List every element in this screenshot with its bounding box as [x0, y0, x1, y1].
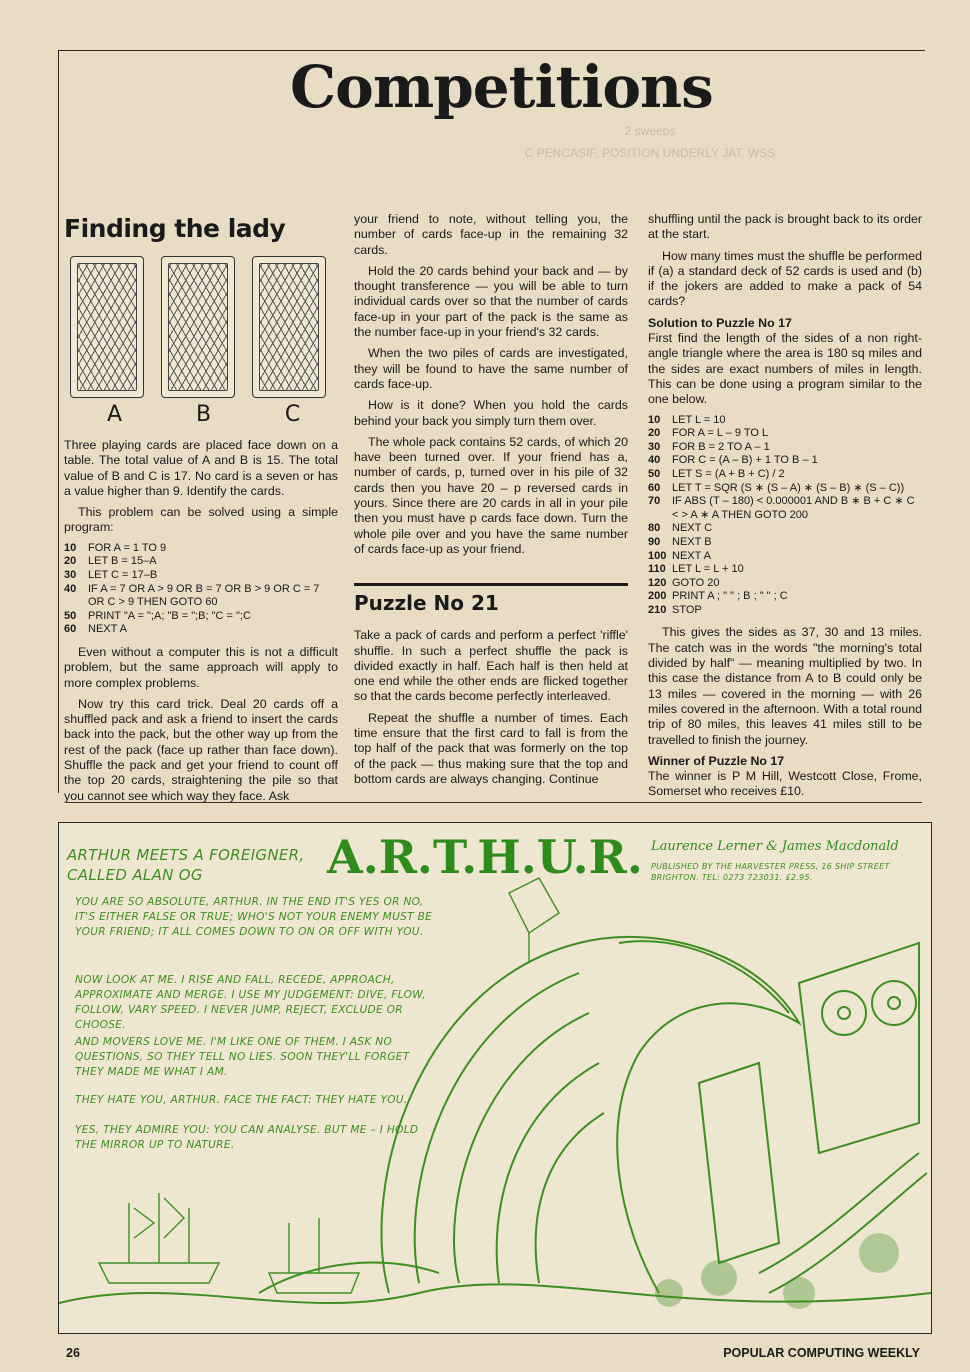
show-through-text [440, 120, 860, 164]
code-line: 120 GOTO 20 [648, 576, 720, 589]
code-line: 20 FOR A = L – 9 TO L [648, 427, 769, 440]
tape-recorder [799, 943, 919, 1153]
code-line: 30 FOR B = 2 TO A – 1 [648, 440, 770, 453]
playing-cards-illustration [70, 256, 338, 398]
page-heading: Competitions [290, 53, 713, 121]
code-line: 60 NEXT A [64, 623, 127, 636]
paragraph: shuffling until the pack is brought back to its order at the start. [648, 212, 922, 242]
code-line: 10 LET L = 10 [648, 413, 726, 426]
card-b-back [161, 256, 235, 398]
paragraph: Hold the 20 cards behind your back and — by thought transference — you will be able to turn individual cards over so that the number of cards face-up in your part of the pack is the same as the number face-up in your friend's 32 cards. [354, 263, 628, 340]
code-line: 110 LET L = L + 10 [648, 563, 744, 576]
winner-17-heading: Winner of Puzzle No 17 [648, 753, 785, 768]
code-line: 40 IF A = 7 OR A > 9 OR B = 7 OR B > 9 OR C = 7 OR C > 9 THEN GOTO 60 [64, 582, 320, 609]
code-line: 50 LET S = (A + B + C) / 2 [648, 467, 785, 480]
card-a-back [70, 256, 144, 398]
solution-17-heading: Solution to Puzzle No 17 [648, 315, 792, 330]
column-2 [354, 212, 628, 793]
paragraph: The winner is P M Hill, Westcott Close, Frome, Somerset who receives £10. [648, 769, 922, 799]
code-line: 50 PRINT "A = ";A; "B = ";B; "C = ";C [64, 609, 251, 622]
verse-1: YOU ARE SO ABSOLUTE, ARTHUR. IN THE END IT'S YES OR NO, IT'S EITHER FALSE OR TRUE; WHO'S NOT YOUR ENEMY MUST BE YOUR FRIEND; IT ALL COMES DOWN TO ON OR OFF WITH YOU. [75, 896, 433, 938]
page-number: 26 [66, 1346, 80, 1360]
column-1 [64, 212, 338, 810]
circuit-board [699, 1063, 779, 1263]
arthur-title: A.R.T.H.U.R. [327, 830, 643, 884]
code-listing-solution [648, 414, 922, 618]
verse-4: THEY HATE YOU, ARTHUR. FACE THE FACT: THEY HATE YOU. [75, 1094, 408, 1106]
verse-2: NOW LOOK AT ME. I RISE AND FALL, RECEDE, APPROACH, APPROXIMATE AND MERGE. I USE MY JUDGEMENT: DIVE, FLOW, FOLLOW, VARY SPEED. I NEVER JUMP, REJECT, EXCLUDE OR CHOOSE. [75, 974, 426, 1031]
code-line: 200 PRINT A ; " " ; B ; " " ; C [648, 590, 788, 603]
ghost-line-1: 2 sweeps [624, 124, 676, 138]
paragraph: Now try this card trick. Deal 20 cards off a shuffled pack and ask a friend to insert the cards back into the pack, but the other way up from the rest of the pack (face up rather than face down). Shuffle the pack and get your friend to count off the top 20 cards, straightening the pile so that you cannot see which way they face. Ask [64, 696, 338, 803]
code-line: 10 FOR A = 1 TO 9 [64, 541, 167, 554]
paragraph: This gives the sides as 37, 30 and 13 miles. The catch was in the words "the morning's total divided by half" — meaning multiplied by two. In this case the distance from A to B could only be 13 miles — covered in the morning — with 26 miles covered in the afternoon. With a total round trip of 80 miles, this leaves 41 miles still to be travelled to finish the journey. [648, 625, 922, 747]
finding-lady-title: Finding the lady [64, 214, 286, 243]
code-listing-lady [64, 542, 338, 637]
card-c-back [252, 256, 326, 398]
magazine-name: POPULAR COMPUTING WEEKLY [723, 1346, 920, 1360]
card-label-a: A [106, 402, 123, 427]
paragraph: The whole pack contains 52 cards, of which 20 have been turned over. If your friend has a, number of cards, p, turned over in his pile of 32 cards then you have 20 – p reversed cards in yours. Since there are 20 cards in all in your pile then you must have p cards face down. Turn the whole pile over and you have the same number of cards face-up as your friend. [354, 434, 628, 556]
code-line: 20 LET B = 15–A [64, 555, 157, 568]
paragraph: Three playing cards are placed face down on a table. The total value of A and B is 15. The total value of B and C is 17. No card is a seven or has a value higher than 9. Identify the cards. [64, 438, 338, 498]
verse-3: AND MOVERS LOVE ME. I'M LIKE ONE OF THEM. I ASK NO QUESTIONS, SO THEY TELL NO LIES. SOON THEY'LL FORGET THEY MADE ME WHAT I AM. [75, 1036, 410, 1078]
code-line: 60 LET T = SQR (S ∗ (S – A) ∗ (S – B) ∗ (S – C)) [648, 481, 905, 494]
code-line: 210 STOP [648, 603, 702, 616]
paragraph: How many times must the shuffle be performed if (a) a standard deck of 52 cards is used and (b) if the jokers are added to make a pack of 54 cards? [648, 248, 922, 309]
code-line: 30 LET C = 17–B [64, 568, 158, 581]
puzzle-21-title: Puzzle No 21 [354, 583, 628, 616]
ghost-line-2: C PENCASIF, POSITION UNDERLY JAT, WSS [524, 146, 776, 160]
code-line: 90 NEXT B [648, 535, 712, 548]
paragraph: This problem can be solved using a simple program: [64, 505, 338, 535]
paragraph: Even without a computer this is not a difficult problem, but the same approach will apply to more complex problems. [64, 644, 338, 690]
section-divider [66, 802, 922, 803]
paragraph: Repeat the shuffle a number of times. Each time ensure that the first card to fall is from the top half of the pack that was formerly on the top of the pack — thus making sure that the top and bottom cards are always changing. Continue [354, 710, 628, 786]
paragraph: your friend to note, without telling you, the number of cards face-up in the remaining 32 cards. [354, 212, 628, 257]
paragraph: First find the length of the sides of a non right-angle triangle where the area is 180 sq miles and the sides are exact numbers of miles in length. This can be done using a program similar to the one below. [648, 331, 922, 407]
code-line: 70 IF ABS (T – 180) < 0.000001 AND B ∗ B + C ∗ C < > A ∗ A THEN GOTO 200 [648, 495, 915, 521]
verse-5: YES, THEY ADMIRE YOU: YOU CAN ANALYSE. BUT ME – I HOLD THE MIRROR UP TO NATURE. [75, 1124, 419, 1151]
paragraph: Take a pack of cards and perform a perfect 'riffle' shuffle. In such a perfect shuffle the pack is divided exactly in half. Each half is then held at one end while the other ends are flicked together so that the cards become perfectly interleaved. [354, 628, 628, 704]
card-label-c: C [284, 402, 301, 427]
code-line: 40 FOR C = (A – B) + 1 TO B – 1 [648, 454, 818, 467]
arthur-comic [58, 822, 932, 1334]
comic-caption: ARTHUR MEETS A FOREIGNER, CALLED ALAN OG [67, 846, 305, 884]
code-line: 80 NEXT C [648, 522, 713, 535]
paragraph: How is it done? When you hold the cards behind your back you simply turn them over. [354, 398, 628, 428]
ships [99, 878, 559, 1293]
column-3 [648, 212, 922, 806]
paragraph: When the two piles of cards are investigated, they will be found to have the same number of cards face-up. [354, 346, 628, 391]
comic-credits: Laurence Lerner & James Macdonald [651, 839, 899, 854]
publisher-note: PUBLISHED BY THE HARVESTER PRESS, 16 SHIP STREET BRIGHTON. TEL: 0273 723031. £2.95. [651, 862, 890, 882]
wave-outline [382, 937, 799, 1293]
card-labels [70, 400, 338, 430]
code-line: 100 NEXT A [648, 549, 711, 562]
card-label-b: B [195, 402, 212, 427]
